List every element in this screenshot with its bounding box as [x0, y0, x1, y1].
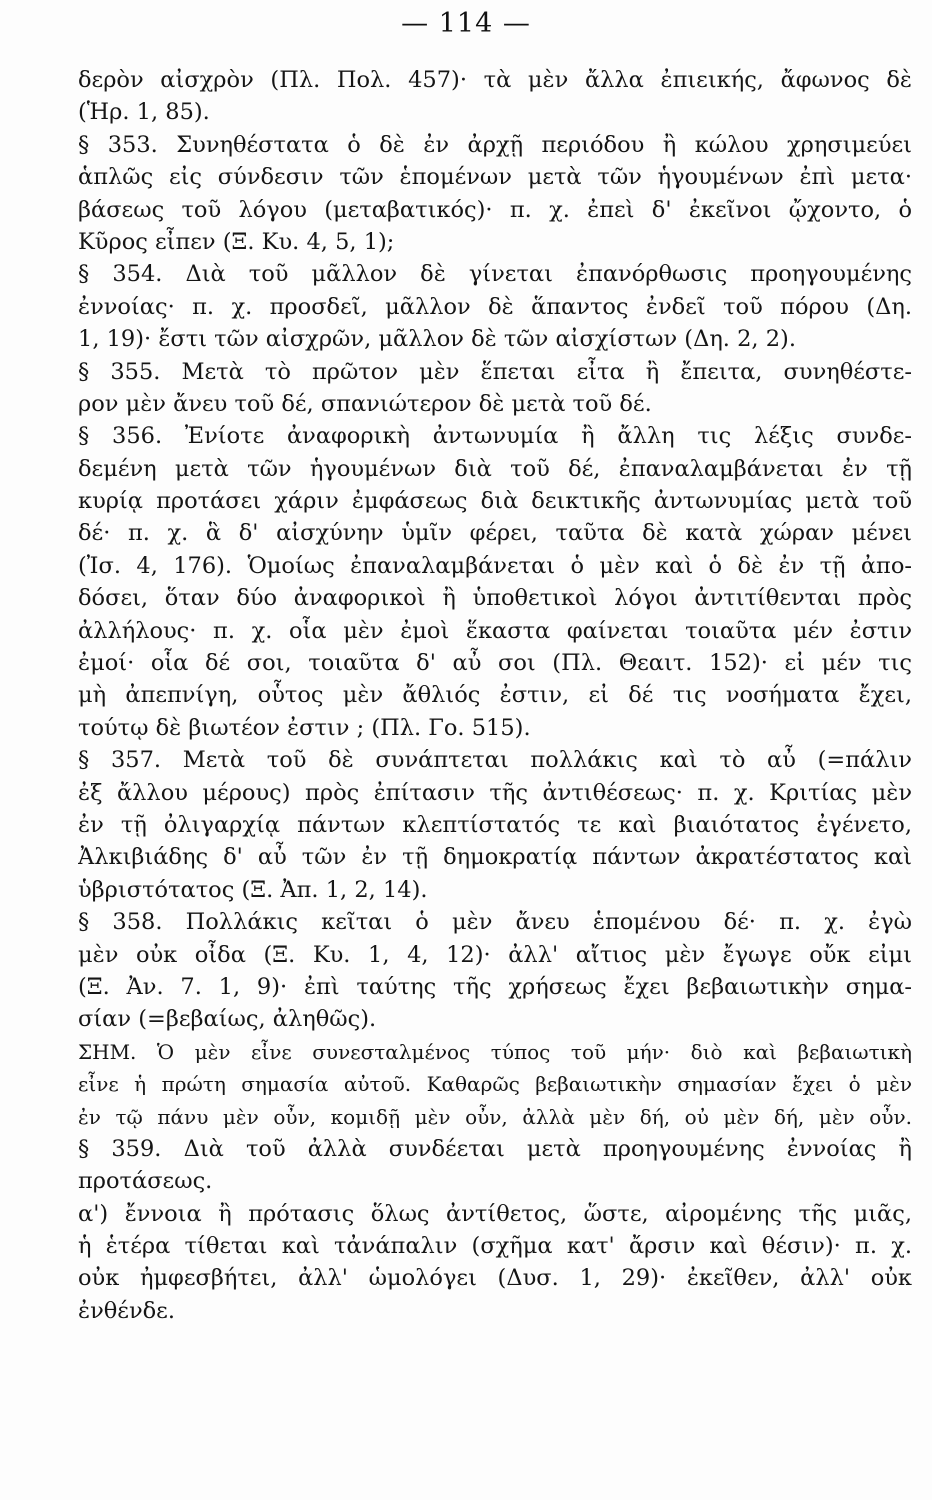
text-line: ἐξ ἄλλου μέρους) πρὸς ἐπίτασιν τῆς ἀντιθέσεως· π. χ. Κριτίας μὲν: [78, 779, 912, 806]
text-line: εἶνε ἡ πρώτη σημασία αὐτοῦ. Καθαρῶς βεβαιωτικὴν σημασίαν ἔχει ὁ μὲν: [78, 1072, 912, 1097]
text-line: τούτῳ δὲ βιωτέον ἐστιν ; (Πλ. Γο. 515).: [78, 714, 531, 741]
text-line: δόσει, ὅταν δύο ἀναφορικοὶ ἢ ὑποθετικοὶ λόγοι ἀντιτίθενται πρὸς: [78, 585, 912, 612]
text-line: § 353. Συνηθέστατα ὁ δὲ ἐν ἀρχῇ περιόδου ἢ κώλου χρησιμεύει: [78, 131, 912, 158]
section-359: [78, 1133, 912, 1327]
text-line: ἐν τῷ πάνυ μὲν οὖν, κομιδῇ μὲν οὖν, ἀλλὰ μὲν δή, οὐ μὲν δή, μὲν οὖν.: [78, 1104, 912, 1129]
text-line: (Ξ. Ἀν. 7. 1, 9)· ἐπὶ ταύτης τῆς χρήσεως ἔχει βεβαιωτικὴν σημα-: [78, 973, 912, 1000]
text-line: (Ἰσ. 4, 176). Ὁμοίως ἐπαναλαμβάνεται ὁ μὲν καὶ ὁ δὲ ἐν τῇ ἀπο-: [78, 552, 912, 579]
text-line: § 357. Μετὰ τοῦ δὲ συνάπτεται πολλάκις καὶ τὸ αὖ (=πάλιν: [78, 747, 912, 774]
text-line: ἐνθένδε.: [78, 1297, 175, 1324]
text-line: σίαν (=βεβαίως, ἀληθῶς).: [78, 1006, 377, 1033]
text-line: μὴ ἀπεπνίγη, οὗτος μὲν ἄθλιός ἐστιν, εἰ δέ τις νοσήματα ἔχει,: [78, 682, 912, 709]
text-line: ἡ ἑτέρα τίθεται καὶ τἀνάπαλιν (σχῆμα κατ' ἄρσιν καὶ θέσιν)· π. χ.: [78, 1233, 912, 1260]
text-line: ἐννοίας· π. χ. προσδεῖ, μᾶλλον δὲ ἅπαντος ἐνδεῖ τοῦ πόρου (Δη.: [78, 293, 912, 320]
text-line: κυρίᾳ προτάσει χάριν ἐμφάσεως διὰ δεικτικῆς ἀντωνυμίας μετὰ τοῦ: [78, 488, 912, 515]
text-line: βάσεως τοῦ λόγου (μεταβατικός)· π. χ. ἐπεὶ δ' ἐκεῖνοι ᾤχοντο, ὁ: [78, 196, 912, 223]
page-number-header: — 114 —: [401, 8, 531, 39]
text-line: 1, 19)· ἔστι τῶν αἰσχρῶν, μᾶλλον δὲ τῶν αἰσχίστων (Δη. 2, 2).: [78, 326, 796, 353]
text-line: μὲν οὐκ οἶδα (Ξ. Κυ. 1, 4, 12)· ἀλλ' αἴτιος μὲν ἔγωγε οὔκ εἰμι: [78, 941, 912, 968]
text-line: ἐμοί· οἷα δέ σοι, τοιαῦτα δ' αὖ σοι (Πλ. Θεαιτ. 152)· εἰ μέν τις: [78, 650, 912, 677]
text-line: οὐκ ἠμφεσβήτει, ἀλλ' ὡμολόγει (Δυσ. 1, 29)· ἐκεῖθεν, ἀλλ' οὐκ: [78, 1265, 912, 1292]
text-line: (Ἡρ. 1, 85).: [78, 99, 210, 126]
text-line: § 356. Ἐνίοτε ἀναφορικὴ ἀντωνυμία ἢ ἄλλη τις λέξις συνδε-: [78, 423, 912, 450]
text-line: Κῦρος εἶπεν (Ξ. Κυ. 4, 5, 1);: [78, 228, 395, 255]
text-line: § 358. Πολλάκις κεῖται ὁ μὲν ἄνευ ἑπομένου δέ· π. χ. ἐγὼ: [78, 909, 912, 936]
text-line: ὑβριστότατος (Ξ. Ἀπ. 1, 2, 14).: [78, 876, 428, 903]
text-line: Ἀλκιβιάδης δ' αὖ τῶν ἐν τῇ δημοκρατίᾳ πάντων ἀκρατέστατος καὶ: [78, 844, 912, 871]
text-line: ΣΗΜ. Ὁ μὲν εἶνε συνεσταλμένος τύπος τοῦ μήν· διὸ καὶ βεβαιωτικὴ: [78, 1039, 912, 1064]
note-paragraph: [78, 1036, 912, 1133]
main-paragraphs: [78, 64, 912, 1036]
text-line: δεμένη μετὰ τῶν ἡγουμένων διὰ τοῦ δέ, ἐπαναλαμβάνεται ἐν τῇ: [78, 455, 912, 482]
body-text: [78, 64, 912, 1327]
text-line: δερὸν αἰσχρὸν (Πλ. Πολ. 457)· τὰ μὲν ἄλλα ἐπιεικής, ἄφωνος δὲ: [78, 67, 912, 93]
text-line: ἀλλήλους· π. χ. οἷα μὲν ἐμοὶ ἕκαστα φαίνεται τοιαῦτα μέν ἐστιν: [78, 617, 912, 644]
text-line: § 354. Διὰ τοῦ μᾶλλον δὲ γίνεται ἐπανόρθωσις προηγουμένης: [78, 261, 912, 288]
text-line: ρον μὲν ἄνευ τοῦ δέ, σπανιώτερον δὲ μετὰ τοῦ δέ.: [78, 390, 652, 417]
text-line: α') ἔννοια ἢ πρότασις ὅλως ἀντίθετος, ὥστε, αἰρομένης τῆς μιᾶς,: [78, 1200, 912, 1227]
text-line: ἐν τῇ ὀλιγαρχίᾳ πάντων κλεπτίστατός τε καὶ βιαιότατος ἐγένετο,: [78, 811, 912, 838]
text-line: ἁπλῶς εἰς σύνδεσιν τῶν ἑπομένων μετὰ τῶν ἡγουμένων ἐπὶ μετα·: [78, 164, 912, 191]
text-line: δέ· π. χ. ἃ δ' αἰσχύνην ὑμῖν φέρει, ταῦτα δὲ κατὰ χώραν μένει: [78, 520, 912, 547]
text-line: § 359. Διὰ τοῦ ἀλλὰ συνδέεται μετὰ προηγουμένης ἐννοίας ἢ: [78, 1135, 912, 1162]
text-line: § 355. Μετὰ τὸ πρῶτον μὲν ἕπεται εἶτα ἢ ἔπειτα, συνηθέστε-: [78, 358, 912, 385]
text-line: προτάσεως.: [78, 1168, 213, 1195]
